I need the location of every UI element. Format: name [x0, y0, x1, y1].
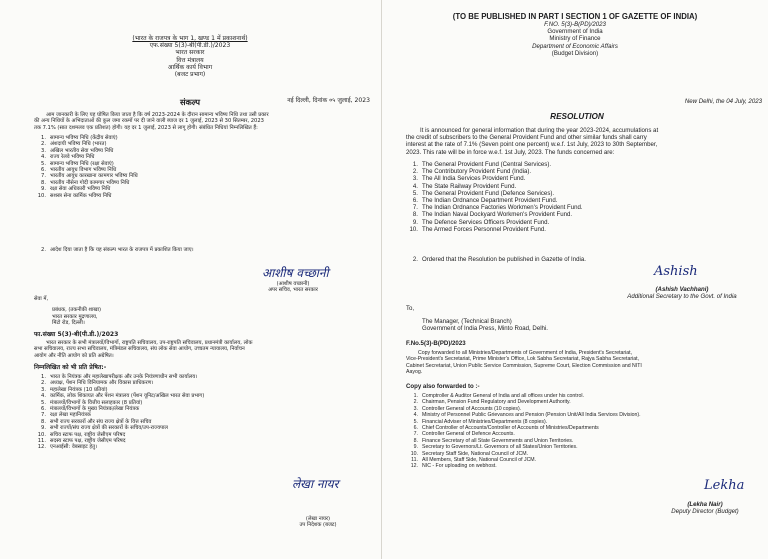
- english-copy-label: Copy also forwarded to :-: [406, 383, 480, 390]
- english-page: [382, 0, 768, 559]
- hindi-to-label: सेवा में,: [34, 296, 49, 302]
- english-ministry: Ministry of Finance: [549, 35, 601, 43]
- hindi-title: संकल्प: [180, 97, 200, 107]
- list-item: 12. NIC - For uploading on webhost.: [410, 463, 497, 470]
- hindi-fno: फा.संख्या 5(3)-बी(पी.डी.)/2023: [34, 331, 119, 338]
- list-item: 12. एनआईसी: वेबसाइट हेतु।: [37, 444, 98, 451]
- english-forward-line: Vice-President's Secretariat, Prime Minister's Office, Lok Sabha Secretariat, Rajya Sabha Secretariat,: [406, 356, 640, 363]
- english-body-line: It is announced for general information that during the year 2023-2024, accumulations at: [420, 127, 659, 134]
- list-item: 7. Controller General of Defence Accounts.: [413, 431, 515, 438]
- english-body-line: the credit of subscribers to the General Provident Fund and other similar funds shall carry: [406, 134, 647, 142]
- hindi-to-line: प्रबंधक, (तकनीकी शाखा): [52, 307, 102, 314]
- english-order: 2. Ordered that the Resolution be published in Gazette of India.: [412, 256, 586, 263]
- english-fno: F.No.5(3)-B(PD)/2023: [406, 340, 466, 347]
- hindi-signature-2: लेखा नायर: [292, 477, 339, 491]
- english-division: (Budget Division): [551, 49, 599, 57]
- english-signer2-title: Deputy Director (Budget): [671, 508, 739, 516]
- hindi-department: आर्थिक कार्य विभाग: [167, 63, 213, 71]
- list-item: 7. भारतीय आयुध कारखाना कामगार भविष्य निधि: [41, 173, 138, 180]
- hindi-to-line: भारत सरकार मुद्रणालय,: [52, 313, 98, 320]
- list-item: 4. कार्मिक, लोक शिकायत और पेंशन मंत्रालय (पेंशन यूनिट/अखिल भारत सेवा प्रभाग): [41, 393, 205, 400]
- english-place-date: New Delhi, the 04 July, 2023: [684, 98, 762, 105]
- hindi-govt: भारत सरकार: [175, 49, 205, 57]
- list-item: 8. The Indian Naval Dockyard Workmen's Provident Fund.: [412, 211, 573, 219]
- english-to-label: To,: [406, 305, 415, 312]
- hindi-forward-line: आयोग और नीति आयोग को प्रति अग्रेषित।: [34, 352, 114, 359]
- list-item: 11. सदस्य स्टाफ पक्ष, राष्ट्रीय जेसीएम परिषद: [37, 438, 126, 445]
- list-item: 1. The General Provident Fund (Central Services).: [412, 161, 552, 168]
- english-gazette-line: (TO BE PUBLISHED IN PART I SECTION 1 OF GAZETTE OF INDIA): [452, 12, 698, 21]
- hindi-addressee: [34, 296, 101, 327]
- list-item: 5. The General Provident Fund (Defence Services).: [412, 189, 555, 197]
- hindi-gazette-line: (भारत के राजपत्र के भाग 1, खण्ड 1 में प्रकाशनार्थ): [132, 35, 248, 42]
- hindi-forward-line: भारत सरकार के सभी मंत्रालयों/विभागों, राष्ट्रपति सचिवालय, उप-राष्ट्रपति सचिवालय, प्रधानमंत्री कार्यालय, लोक: [46, 340, 253, 346]
- list-item: 2. अंशदायी भविष्य निधि (भारत): [41, 141, 107, 148]
- list-item: 3. Controller General of Accounts (10 copies).: [413, 405, 522, 412]
- hindi-signer2-block: [268, 516, 368, 529]
- list-item: 10. Secretary Staff Side, National Council of JCM.: [410, 450, 529, 457]
- english-body-line: interest at the rate of 7.1% (Seven point one percent) w.e.f. 1st July, 2023 to 30th September,: [406, 141, 658, 149]
- hindi-fund-list: [34, 135, 138, 199]
- list-item: 1. भारत के नियंत्रक और महालेखापरीक्षक और उनके नियंत्रणाधीन सभी कार्यालय।: [41, 374, 198, 380]
- list-item: 10. सशस्त्र सेना कार्मिक भविष्य निधि: [37, 192, 112, 199]
- list-item: 2. Chairman, Pension Fund Regulatory and Development Authority.: [413, 399, 571, 406]
- english-signer-name: (Ashish Vachhani): [655, 286, 709, 293]
- list-item: 4. राज्य रेलवे भविष्य निधि: [41, 154, 95, 161]
- hindi-forward: [34, 340, 379, 359]
- english-forward-line: Aayog.: [406, 369, 423, 376]
- list-item: 7. रक्षा लेखा महानियंत्रक: [41, 412, 91, 419]
- hindi-ministry: वित्त मंत्रालय: [176, 56, 204, 64]
- list-item: 1. सामान्य भविष्य निधि (केंद्रीय सेवाएं): [41, 135, 118, 141]
- list-item: 5. मंत्रालयों/विभागों के वित्तीय सलाहकार (8 प्रतियां): [41, 399, 143, 406]
- list-item: 9. The Defence Services Officers Provident Fund.: [412, 218, 550, 226]
- hindi-forward-line: सभा सचिवालय, राज्य सभा सचिवालय, मंत्रिमंडल सचिवालय, संघ लोक सेवा आयोग, उच्चतम न्यायालय, निर्वाचन: [34, 346, 245, 353]
- english-title: RESOLUTION: [550, 112, 604, 121]
- list-item: 5. Financial Adviser of Ministries/Departments (8 copies).: [413, 418, 548, 425]
- list-item: 3. The All India Services Provident Fund.: [412, 175, 526, 183]
- list-item: 7. The Indian Ordnance Factories Workmen's Provident Fund.: [412, 204, 583, 212]
- english-signer-block: [602, 286, 762, 300]
- hindi-signer-block: [238, 281, 348, 294]
- english-signature: Ashish: [654, 264, 698, 279]
- english-copy-list: [406, 393, 641, 470]
- list-item: 11. All Members, Staff Side, National Council of JCM.: [411, 457, 537, 464]
- english-govt: Government of India: [547, 28, 603, 36]
- list-item: 3. महालेखा नियंत्रक (10 प्रतियां): [41, 386, 108, 393]
- english-fno-header: F.NO. 5(3)-B(PD)/2023: [544, 21, 606, 28]
- list-item: 8. भारतीय नौसेना गोदी कामगार भविष्य निधि: [41, 179, 130, 186]
- hindi-header: [80, 35, 300, 78]
- list-item: 9. Secretary to Governors/Lt. Governors of all States/Union Territories.: [413, 444, 578, 451]
- english-header: [382, 12, 768, 57]
- list-item: 10. The Armed Forces Personnel Provident Fund.: [409, 225, 546, 233]
- list-item: 2. The Contributory Provident Fund (India).: [412, 168, 532, 176]
- hindi-signer2-title: उप निदेशक (बजट): [299, 522, 337, 529]
- hindi-copy-label: निम्नलिखित को भी प्रति प्रेषित:-: [34, 364, 107, 371]
- english-department: Department of Economic Affairs: [532, 42, 618, 50]
- list-item: 2. अध्यक्ष, पेंशन निधि विनियामक और विकास प्राधिकरण।: [41, 380, 154, 387]
- hindi-body-line: आम जानकारी के लिए यह घोषित किया जाता है कि वर्ष 2023-2024 के दौरान सामान्य भविष्य निधि तथा उसी प्रकार: [46, 112, 269, 118]
- hindi-to-line: मिंटो रोड, दिल्ली।: [52, 320, 85, 327]
- hindi-signer-name: (आशीष वच्छानी): [276, 281, 310, 287]
- list-item: 6. भारतीय आयुध विभाग भविष्य निधि: [41, 167, 117, 174]
- list-item: 4. Ministry of Personnel Public Grievances and Pension (Pension Unit/All India Services Division).: [413, 412, 641, 419]
- list-item: 10. सचिव स्टाफ पक्ष, राष्ट्रीय जेसीएम परिषद: [37, 431, 126, 438]
- english-fund-list: [406, 161, 583, 233]
- english-addressee: [406, 305, 548, 333]
- english-signer2-block: [650, 501, 760, 515]
- hindi-body: [34, 112, 379, 131]
- list-item: 6. Chief Controller of Accounts/Controller of Accounts of Ministries/Departments: [413, 425, 599, 432]
- english-body-line: 2023. This rate will be in force w.e.f. 1st July, 2023. The funds concerned are:: [406, 148, 615, 156]
- list-item: 9. रक्षा सेवा अधिकारी भविष्य निधि: [41, 186, 111, 193]
- list-item: 3. अखिल भारतीय सेवा भविष्य निधि: [41, 147, 114, 154]
- english-forward-line: Cabinet Secretariat, Union Public Service Commission, Supreme Court, Election Commission and NITI: [406, 362, 642, 369]
- list-item: 9. सभी राज्यों/संघ राज्य क्षेत्रों की सरकारों के सचिव/उप-राज्यपाल: [41, 425, 168, 432]
- english-forward: [406, 350, 766, 376]
- hindi-copy-list: [34, 374, 204, 451]
- english-to-line: The Manager, (Technical Branch): [422, 318, 512, 326]
- hindi-order: 2. आदेश दिया जाता है कि यह संकल्प भारत के राजपत्र में प्रकाशित किया जाए।: [41, 247, 194, 253]
- list-item: 8. सभी राज्य सरकारों और संघ राज्य क्षेत्रों के वित्त सचिव: [41, 418, 152, 425]
- english-signature-2: Lekha: [704, 478, 745, 493]
- english-forward-line: Copy forwarded to all Ministries/Departments of Government of India, President's Secretariat,: [418, 350, 633, 356]
- english-signer2-name: (Lekha Nair): [687, 501, 723, 508]
- hindi-page: [0, 0, 382, 559]
- hindi-fno-header: एफ.संख्या 5(3)-बी(पी.डी.)/2023: [149, 42, 231, 50]
- hindi-body-line: की अन्य निधियों के अभिदाताओं की कुल जमा रकमों पर दी जाने वाली ब्याज दर 1 जुलाई, 2023 से 30 सितम्बर, 2023: [34, 118, 264, 125]
- english-body: [406, 127, 766, 156]
- hindi-signature: आशीष वच्छानी: [262, 266, 329, 280]
- list-item: 6. The Indian Ordnance Department Provident Fund.: [412, 197, 558, 205]
- list-item: 6. मंत्रालयों/विभागों के मुख्य नियंत्रक/लेखा नियंत्रक: [41, 406, 140, 413]
- hindi-signer2-name: (लेखा नायर): [305, 516, 331, 522]
- hindi-place-date: नई दिल्ली, दिनांक ०५ जुलाई, 2023: [287, 97, 370, 104]
- list-item: 1. Comptroller & Auditor General of India and all offices under his control.: [413, 393, 584, 399]
- english-to-line: Government of India Press, Minto Road, Delhi.: [422, 325, 548, 333]
- list-item: 8. Finance Secretary of all State Governments and Union Territories.: [413, 437, 574, 444]
- hindi-body-line: तक 7.1% (सात दशमलव एक प्रतिशत) होगी। यह दर 1 जुलाई, 2023 से लागू होगी। संबंधित निधियां निम्नलिखित हैं:: [34, 124, 258, 131]
- list-item: 4. The State Railway Provident Fund.: [412, 182, 517, 190]
- list-item: 5. सामान्य भविष्य निधि (रक्षा सेवाएं): [41, 160, 114, 167]
- english-signer-title: Additional Secretary to the Govt. of India: [627, 293, 737, 301]
- hindi-signer-title: अपर सचिव, भारत सरकार: [268, 287, 318, 294]
- hindi-division: (बजट प्रभाग): [174, 71, 206, 79]
